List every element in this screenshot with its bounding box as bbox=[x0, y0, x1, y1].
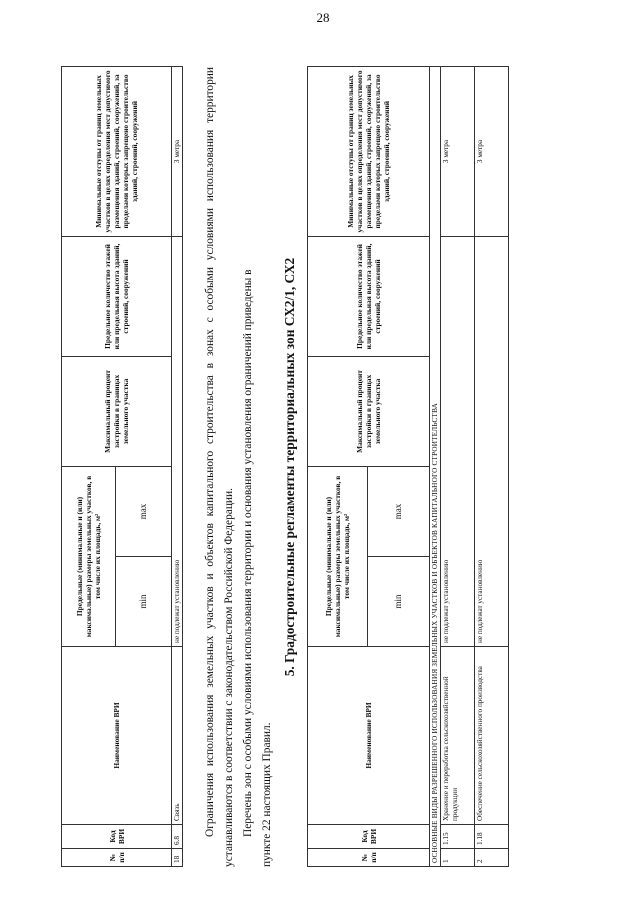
section-band-row bbox=[430, 66, 441, 866]
paragraph-zones-list: Перечень зон с особыми условиями использования территории и основания установления ограничений приведены в bbox=[242, 269, 254, 837]
table-row bbox=[475, 66, 509, 866]
col-header-name: Наименование ВРИ bbox=[308, 647, 430, 825]
cell-name: Обеспечение сельскохозяйственного производства bbox=[475, 647, 509, 825]
cell-code: 6.8 bbox=[172, 825, 183, 849]
cell-name: Хранение и переработка сельскохозяйственной продукции bbox=[441, 647, 475, 825]
col-header-percent: Максимальный процент застройки в границах земельного участка bbox=[62, 356, 172, 466]
rotated-page-content bbox=[55, 67, 585, 867]
cell-setback: 3 метра bbox=[475, 66, 509, 236]
col-header-setback: Минимальные отступы от границ земельных участков в целях определения мест допустимого размещения зданий, строений, сооружений, за пределами которых запрещено строительство зданий, строений, сооружений bbox=[308, 66, 430, 236]
table-row bbox=[441, 66, 475, 866]
cell-num: 2 bbox=[475, 849, 509, 867]
col-header-min: min bbox=[116, 557, 172, 647]
col-header-max: max bbox=[116, 466, 172, 556]
cell-num: 18 bbox=[172, 849, 183, 867]
col-header-name: Наименование ВРИ bbox=[62, 647, 172, 825]
cell-code: 1.15 bbox=[441, 825, 475, 849]
band-label: ОСНОВНЫЕ ВИДЫ РАЗРЕШЕННОГО ИСПОЛЬЗОВАНИЯ ЗЕМЕЛЬНЫХ УЧАСТКОВ И ОБЪЕКТОВ КАПИТАЛЬНОГО СТРОИТЕЛЬСТВА bbox=[430, 66, 441, 866]
cell-size: не подлежат установлению bbox=[441, 236, 475, 646]
col-header-size: Предельные (минимальные и (или) максимальные) размеры земельных участков, в том числе их площадь, м² bbox=[308, 466, 368, 646]
cell-setback: 3 метра bbox=[172, 66, 183, 236]
col-header-num: № п/п bbox=[308, 849, 430, 867]
paragraph-zones-list-continued: пункте 22 настоящих Правил. bbox=[261, 722, 273, 867]
cell-size: не подлежат установлению bbox=[172, 236, 183, 646]
cell-num: 1 bbox=[441, 849, 475, 867]
cell-setback: 3 метра bbox=[441, 66, 475, 236]
cell-code: 1.18 bbox=[475, 825, 509, 849]
regulation-table-continued bbox=[61, 66, 183, 867]
page-number: 28 bbox=[316, 10, 330, 25]
col-header-num: № п/п bbox=[62, 849, 172, 867]
cell-size: не подлежат установлению bbox=[475, 236, 509, 646]
col-header-code: Код ВРИ bbox=[308, 825, 430, 849]
col-header-floors: Предельное количество этажей или предельная высота зданий, строений, сооружений bbox=[62, 236, 172, 356]
col-header-max: max bbox=[368, 466, 430, 556]
col-header-code: Код ВРИ bbox=[62, 825, 172, 849]
col-header-floors: Предельное количество этажей или предельная высота зданий, строений, сооружений bbox=[308, 236, 430, 356]
cell-name: Связь bbox=[172, 647, 183, 825]
col-header-percent: Максимальный процент застройки в границах земельного участка bbox=[308, 356, 430, 466]
regulation-table-sx2 bbox=[307, 66, 509, 867]
section-title: 5. Градостроительные регламенты территориальных зон СХ2/1, СХ2 bbox=[282, 257, 297, 677]
paragraph-restrictions: Ограничения использования земельных участков и объектов капитального строительства в зонах с особыми условиями использования территории устанавливаются в соответствии с законодательством Российской Федерации. bbox=[204, 67, 235, 867]
col-header-min: min bbox=[368, 557, 430, 647]
col-header-setback: Минимальные отступы от границ земельных участков в целях определения мест допустимого размещения зданий, строений, сооружений, за пределами которых запрещено строительство зданий, строений, сооружений bbox=[62, 66, 172, 236]
table-row bbox=[172, 66, 183, 866]
col-header-size: Предельные (минимальные и (или) максимальные) размеры земельных участков, в том числе их площадь, м² bbox=[62, 466, 116, 646]
